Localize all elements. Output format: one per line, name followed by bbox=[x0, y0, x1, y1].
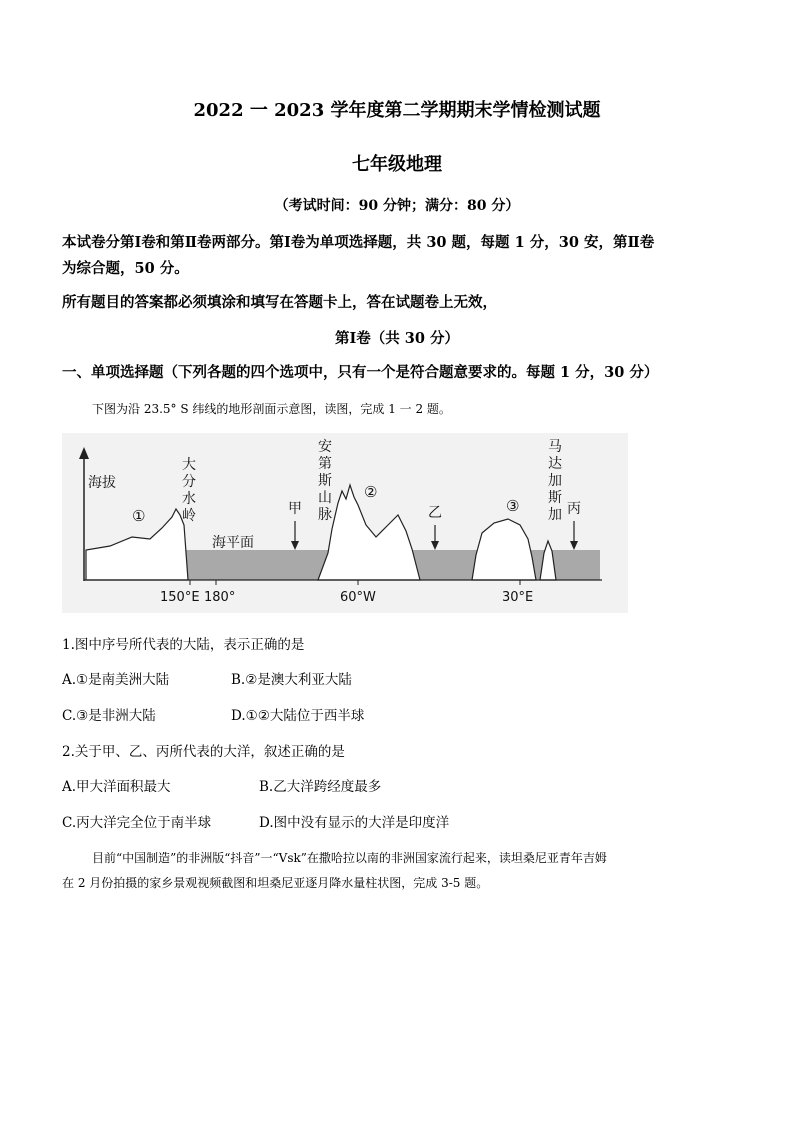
continent-marker-2: ② bbox=[364, 483, 378, 501]
question-2-option-d[interactable]: D.图中没有显示的大洋是印度洋 bbox=[259, 815, 450, 831]
arrow-jia-icon bbox=[291, 541, 299, 550]
continent-marker-3: ③ bbox=[506, 497, 520, 515]
sea-level-label: 海平面 bbox=[212, 535, 254, 551]
andes-label-2: 第 bbox=[318, 456, 332, 472]
question-1-option-d[interactable]: D.①②大陆位于西半球 bbox=[231, 708, 365, 724]
y-axis-label: 海拔 bbox=[88, 475, 116, 491]
madagascar-label-4: 斯 bbox=[548, 490, 562, 506]
tick-label-30e: 30°E bbox=[502, 590, 534, 605]
terrain-profile-svg bbox=[62, 433, 628, 613]
exam-subtitle: 七年级地理 bbox=[352, 154, 442, 175]
question-2-option-b[interactable]: B.乙大洋跨经度最多 bbox=[259, 779, 382, 795]
section-title: 第Ⅰ卷（共 30 分） bbox=[334, 330, 460, 347]
instructions-line-2: 为综合题，50 分。 bbox=[62, 260, 189, 277]
ocean-marker-jia: 甲 bbox=[288, 501, 302, 517]
exam-info: （考试时间：90 分钟；满分：80 分） bbox=[274, 198, 520, 214]
continent-africa-shape bbox=[472, 519, 536, 580]
question-2-stem: 2.关于甲、乙、丙所代表的大洋，叙述正确的是 bbox=[62, 744, 345, 760]
passage-line-1: 目前“中国制造”的非洲版“抖音”一“Vsk”在撒哈拉以南的非洲国家流行起来，读坦桑尼亚青年吉姆 bbox=[92, 851, 607, 865]
great-dividing-label-1: 大 bbox=[182, 457, 196, 473]
arrow-bing-icon bbox=[570, 541, 578, 550]
ocean-marker-bing: 丙 bbox=[567, 501, 581, 517]
passage-line-2: 在 2 月份拍摄的家乡景观视频截图和坦桑尼亚逐月降水量柱状图，完成 3-5 题。 bbox=[62, 876, 489, 890]
madagascar-label-3: 加 bbox=[548, 473, 562, 489]
andes-label-5: 脉 bbox=[318, 507, 332, 523]
question-1-option-c[interactable]: C.③是非洲大陆 bbox=[62, 708, 156, 724]
madagascar-label-2: 达 bbox=[548, 456, 562, 472]
question-1-option-a[interactable]: A.①是南美洲大陆 bbox=[62, 672, 170, 688]
exam-title: 2022 一 2023 学年度第二学期期末学情检测试题 bbox=[193, 100, 601, 121]
madagascar-shape bbox=[540, 541, 556, 580]
andes-label-3: 斯 bbox=[318, 473, 332, 489]
madagascar-label-1: 马 bbox=[548, 439, 562, 455]
question-1-stem: 1.图中序号所代表的大陆，表示正确的是 bbox=[62, 637, 305, 653]
y-axis-arrow-icon bbox=[79, 447, 89, 459]
madagascar-label-5: 加 bbox=[548, 507, 562, 523]
terrain-profile-figure bbox=[62, 433, 628, 613]
ocean-marker-yi: 乙 bbox=[428, 505, 442, 521]
question-1-option-b[interactable]: B.②是澳大利亚大陆 bbox=[231, 672, 352, 688]
great-dividing-label-3: 水 bbox=[182, 491, 196, 507]
question-2-option-c[interactable]: C.丙大洋完全位于南半球 bbox=[62, 815, 212, 831]
tick-label-180: 180° bbox=[204, 590, 236, 605]
instructions-line-3: 所有题目的答案都必须填涂和填写在答题卡上，答在试题卷上无效， bbox=[62, 294, 497, 311]
instructions-line-1: 本试卷分第Ⅰ卷和第Ⅱ卷两部分。第Ⅰ卷为单项选择题，共 30 题，每题 1 分，30 安，第Ⅱ卷 bbox=[62, 234, 655, 251]
arrow-yi-icon bbox=[431, 541, 439, 550]
great-dividing-label-2: 分 bbox=[182, 474, 196, 490]
tick-label-150e: 150°E bbox=[160, 590, 200, 605]
section-heading: 一、单项选择题（下列各题的四个选项中，只有一个是符合题意要求的。每题 1 分，30 分） bbox=[62, 364, 659, 381]
great-dividing-label-4: 岭 bbox=[182, 508, 196, 524]
figure-intro: 下图为沿 23.5° S 纬线的地形剖面示意图，读图，完成 1 一 2 题。 bbox=[92, 402, 451, 416]
andes-label-4: 山 bbox=[318, 490, 332, 506]
tick-label-60w: 60°W bbox=[340, 590, 376, 605]
andes-label-1: 安 bbox=[318, 439, 332, 455]
continent-marker-1: ① bbox=[132, 507, 146, 525]
question-2-option-a[interactable]: A.甲大洋面积最大 bbox=[62, 779, 171, 795]
